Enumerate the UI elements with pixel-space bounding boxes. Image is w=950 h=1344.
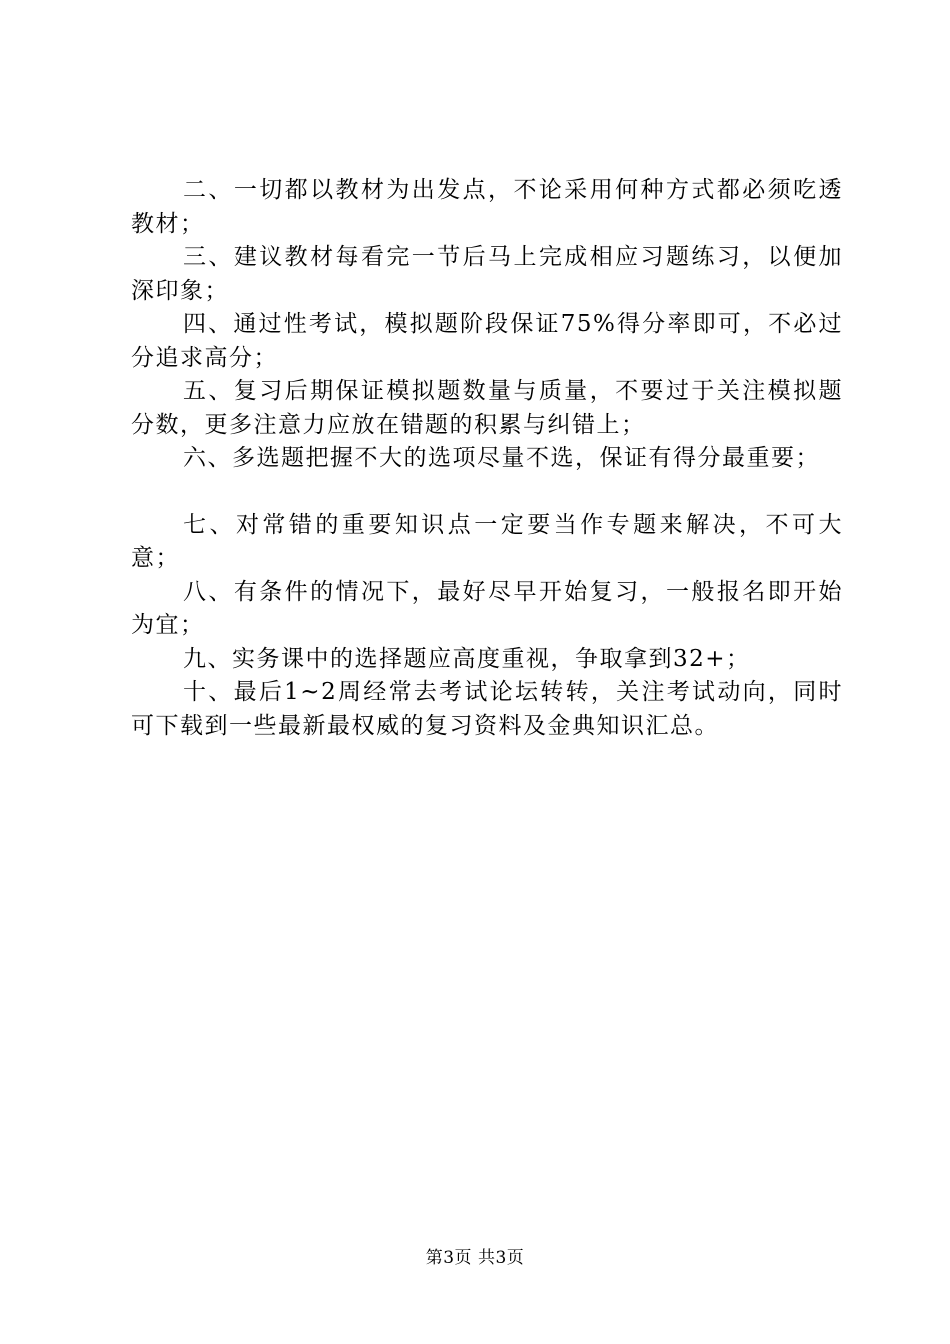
paragraph-8: 八、有条件的情况下，最好尽早开始复习，一般报名即开始为宜；	[131, 578, 843, 638]
document-body	[131, 174, 843, 743]
paragraph-4: 四、通过性考试，模拟题阶段保证75%得分率即可，不必过分追求高分；	[131, 311, 843, 371]
paragraph-7: 七、对常错的重要知识点一定要当作专题来解决，不可大意；	[131, 511, 843, 571]
paragraph-9: 九、实务课中的选择题应高度重视，争取拿到32+；	[183, 645, 751, 672]
paragraph-6: 六、多选题把握不大的选项尽量不选，保证有得分最重要；	[183, 445, 820, 471]
paragraph-spacer	[131, 476, 843, 509]
paragraph-10: 十、最后1~2周经常去考试论坛转转，关注考试动向，同时可下载到一些最新最权威的复习资料及金典知识汇总。	[131, 679, 843, 739]
paragraph-2: 二、一切都以教材为出发点，不论采用何种方式都必须吃透教材；	[131, 177, 843, 237]
paragraph-3: 三、建议教材每看完一节后马上完成相应习题练习，以便加深印象；	[131, 244, 843, 304]
paragraph-5: 五、复习后期保证模拟题数量与质量，不要过于关注模拟题分数，更多注意力应放在错题的积累与纠错上；	[131, 378, 843, 438]
page-footer: 第3页 共3页	[425, 1248, 525, 1268]
